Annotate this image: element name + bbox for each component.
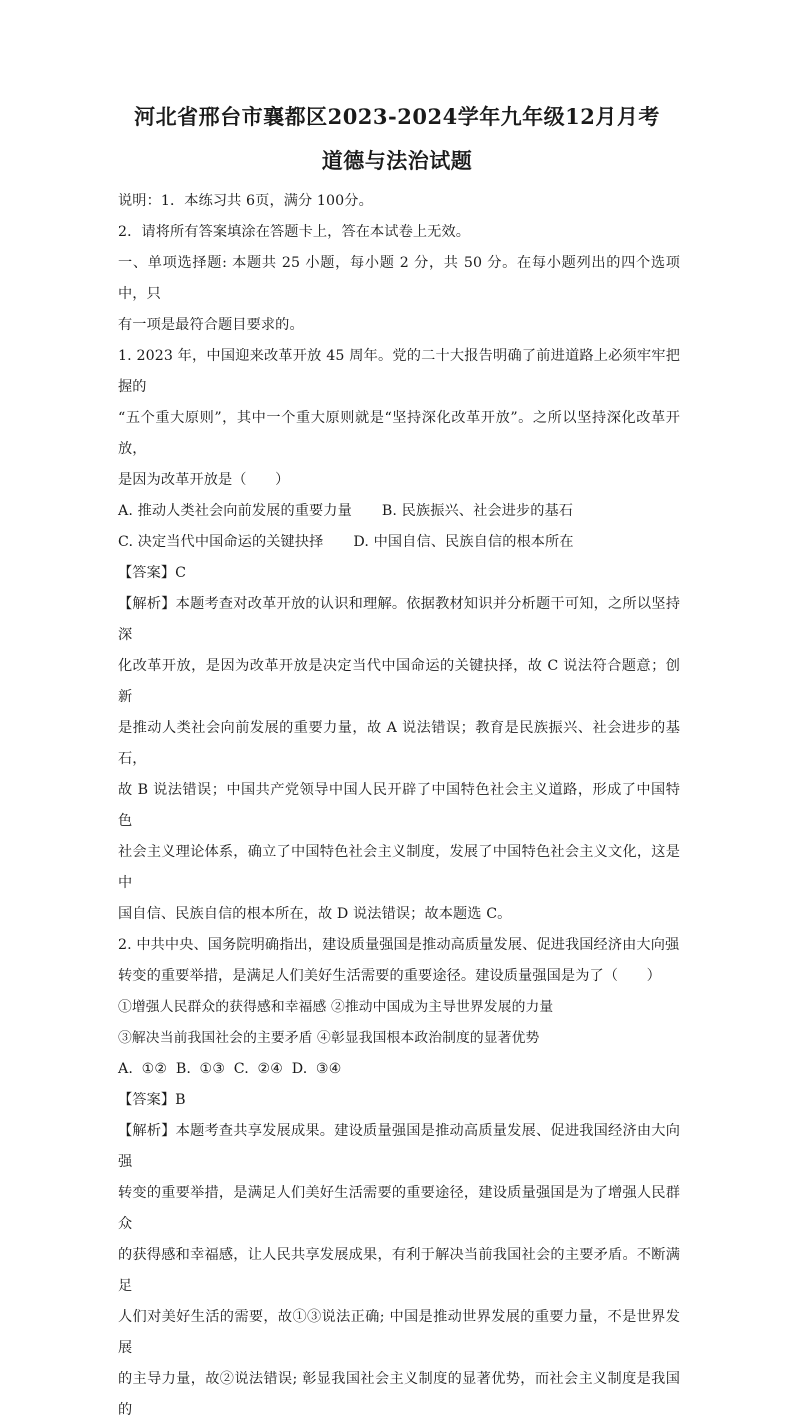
q2-analysis-line: 【解析】本题考查共享发展成果。建设质量强国是推动高质量发展、促进我国经济由大向强 xyxy=(118,1123,680,1170)
q1-analysis-line: 国自信、民族自信的根本所在，故 D 说法错误；故本题选 C。 xyxy=(118,906,512,922)
q1-option-d: D. 中国自信、民族自信的根本所在 xyxy=(353,534,574,550)
q1-options-row xyxy=(118,527,680,558)
q1-option-c: C. 决定当代中国命运的关键抉择 xyxy=(118,534,324,550)
q1-stem-line: 是因为改革开放是（ ） xyxy=(118,472,290,488)
q2-analysis-line: 的主导力量，故②说法错误; 彰显我国社会主义制度的显著优势，而社会主义制度是我国的 xyxy=(118,1371,680,1418)
exam-content xyxy=(0,186,680,1426)
exam-title: 河北省邢台市襄都区2023-2024学年九年级12月月考 xyxy=(134,104,660,129)
q1-stem-line: “五个重大原则”，其中一个重大原则就是“坚持深化改革开放”。之所以坚持深化改革开放， xyxy=(118,410,680,457)
q2-answer: 【答案】B xyxy=(118,1092,186,1108)
q2-stem-line: 转变的重要举措，是满足人们美好生活需要的重要途径。建设质量强国是为了（ ） xyxy=(118,968,661,984)
q1-option-a: A. 推动人类社会向前发展的重要力量 xyxy=(118,503,352,519)
section-heading: 一、单项选择题: 本题共 25 小题，每小题 2 分，共 50 分。在每小题列出的四个选项中，只 xyxy=(118,255,680,302)
q1-analysis-line: 故 B 说法错误；中国共产党领导中国人民开辟了中国特色社会主义道路，形成了中国特色 xyxy=(118,782,680,829)
q2-statement-line: ③解决当前我国社会的主要矛盾 ④彰显我国根本政治制度的显著优势 xyxy=(118,1030,540,1046)
note-line: 说明：1．本练习共 6页，满分 100分。 xyxy=(118,193,373,209)
q1-stem-line: 1. 2023 年，中国迎来改革开放 45 周年。党的二十大报告明确了前进道路上必须牢牢把握的 xyxy=(118,348,680,395)
q2-analysis-line: 的获得感和幸福感，让人民共享发展成果，有利于解决当前我国社会的主要矛盾。不断满足 xyxy=(118,1247,680,1294)
q1-answer: 【答案】C xyxy=(118,565,187,581)
q2-choices: A. ①② B. ①③ C. ②④ D. ③④ xyxy=(118,1061,342,1077)
q1-options-row xyxy=(118,496,680,527)
q1-analysis-line: 是推动人类社会向前发展的重要力量，故 A 说法错误；教育是民族振兴、社会进步的基石， xyxy=(118,720,680,767)
q1-analysis-line: 化改革开放，是因为改革开放是决定当代中国命运的关键抉择，故 C 说法符合题意；创新 xyxy=(118,658,680,705)
q1-analysis-line: 社会主义理论体系，确立了中国特色社会主义制度，发展了中国特色社会主义文化，这是中 xyxy=(118,844,680,891)
q2-stem-line: 2. 中共中央、国务院明确指出，建设质量强国是推动高质量发展、促进我国经济由大向强 xyxy=(118,937,680,953)
note-line: 2．请将所有答案填涂在答题卡上，答在本试卷上无效。 xyxy=(118,224,471,240)
q2-statement-line: ①增强人民群众的获得感和幸福感 ②推动中国成为主导世界发展的力量 xyxy=(118,999,554,1015)
q1-analysis-line: 【解析】本题考查对改革开放的认识和理解。依据教材知识并分析题干可知，之所以坚持深 xyxy=(118,596,680,643)
section-heading-cont: 有一项是最符合题目要求的。 xyxy=(118,317,304,333)
q1-option-b: B. 民族振兴、社会进步的基石 xyxy=(381,503,574,519)
exam-subtitle: 道德与法治试题 xyxy=(321,148,473,173)
q2-analysis-line: 转变的重要举措，是满足人们美好生活需要的重要途径，建设质量强国是为了增强人民群众 xyxy=(118,1185,680,1232)
q2-analysis-line: 人们对美好生活的需要，故①③说法正确; 中国是推动世界发展的重要力量，不是世界发展 xyxy=(118,1309,680,1356)
